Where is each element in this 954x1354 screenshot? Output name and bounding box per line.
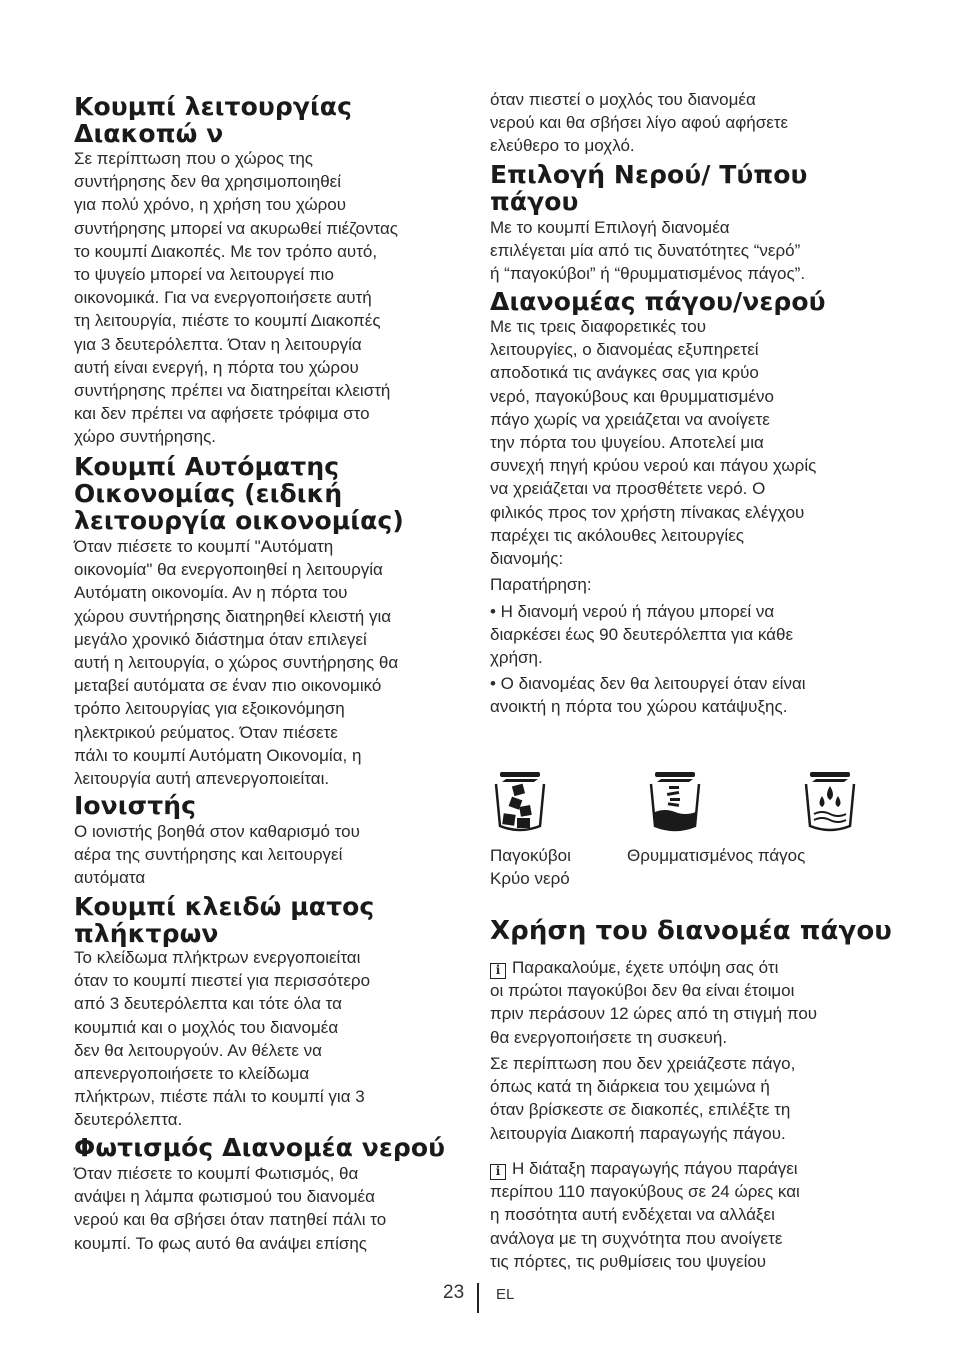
heading-ionizer: Ιονιστής xyxy=(74,791,197,820)
page-footer xyxy=(0,1282,954,1314)
bullet-dispense-duration: • Η διανομή νερού ή πάγου μπορεί να διαρκέσει έως 90 δευτερόλεπτα για κάθε χρήση. xyxy=(490,602,794,668)
ice-cubes-icon xyxy=(490,772,550,834)
language-code: EL xyxy=(496,1286,515,1303)
paragraph-dispenser-light: Όταν πιέσετε το κουμπί Φωτισμός, θα ανάψει η λάμπα φωτισμού του διανομέα νερού και θα σβήσει όταν πατηθεί πάλι το κουμπί. Το φως αυτό θα ανάψει επίσης xyxy=(74,1164,387,1253)
paragraph-dispenser-light-continued: όταν πιεστεί ο μοχλός του διανομέα νερού και θα σβήσει λίγο αφού αφήσετε ελεύθερο το μοχλό. xyxy=(490,90,789,156)
paragraph-ice-water-dispenser: Με τις τρεις διαφορετικές του λειτουργίες, ο διανομέας εξυπηρετεί αποδοτικά τις ανάγκες σας για κρύο νερό, παγοκύβους και θρυμματισμένο πάγο χωρίς να χρειάζεται να ανοίγετε την πόρτα του ψυγείου. Αποτελεί μια συνεχή πηγή κρύου νερού και πάγου χωρίς να χρειάζεται να προσθέτετε νερό. Ο φιλικός προς τον χρήστη πίνακας ελέγχου παρέχει τις ακόλουθες λειτουργίες διανομής: xyxy=(490,317,817,569)
dispenser-icons xyxy=(490,772,870,834)
paragraph-vacation-button: Σε περίπτωση που ο χώρος της συντήρησης δεν θα χρησιμοποιηθεί για πολύ χρόνο, η χρήση του χώρου συντήρησης μπορεί να ακυρωθεί πιέζοντας το κουμπί Διακοπές. Με τον τρόπο αυτό, το ψυγείο μπορεί να λειτουργεί πιο οικονομικά. Για να ενεργοποιήσετε αυτή τη λειτουργία, πιέστε το κουμπί Διακοπές για 3 δευτερόλεπτα. Όταν η λειτουργία αυτή είναι ενεργή, η πόρτα του χώρου συντήρησης πρέπει να διατηρείται κλειστή και δεν πρέπει να αφήσετε τρόφιμα στο χώρο συντήρησης. xyxy=(74,149,398,447)
heading-vacation-button: Κουμπί λειτουργίας Διακοπώ ν xyxy=(74,92,352,148)
crushed-ice-icon xyxy=(645,772,705,834)
info-note-ice-production: i Η διάταξη παραγωγής πάγου παράγει περίπου 110 παγοκύβους σε 24 ώρες και η ποσότητα αυτή ενδέχεται να αλλάξει ανάλογα με τη συχνότητα που ανοίγετε τις πόρτες, τις ρυθμίσεις του ψυγείου xyxy=(490,1159,800,1271)
footer-divider xyxy=(477,1283,479,1313)
heading-ice-water-dispenser: Διανομέας πάγου/νερού xyxy=(490,287,826,316)
paragraph-water-ice-selection: Με το κουμπί Επιλογή διανομέα επιλέγεται μία από τις δυνατότητες “νερό” ή “παγοκύβοι” ή “θρυμματισμένος πάγος”. xyxy=(490,218,806,284)
water-drops-icon xyxy=(800,772,860,834)
caption-ice-cubes-cold-water: Παγοκύβοι Κρύο νερό xyxy=(490,846,571,888)
page-number: 23 xyxy=(443,1282,465,1303)
heading-water-ice-selection: Επιλογή Νερού/ Τύπου πάγου xyxy=(490,160,808,216)
heading-dispenser-light: Φωτισμός Διανομέα νερού xyxy=(74,1133,446,1162)
info-note-first-ice: i Παρακαλούμε, έχετε υπόψη σας ότι οι πρώτοι παγοκύβοι δεν θα είναι έτοιμοι πριν περάσουν 12 ώρες από τη στιγμή που θα ενεργοποιήσετε τη συσκευή. xyxy=(490,958,818,1047)
heading-key-lock: Κουμπί κλειδώ ματος πλήκτρων xyxy=(74,892,375,948)
paragraph-auto-economy: Όταν πιέσετε το κουμπί "Αυτόματη οικονομία" θα ενεργοποιηθεί η λειτουργία Αυτόματη οικονομία. Αν η πόρτα του χώρου συντήρησης διατηρηθεί κλειστή για μεγάλο χρονικό διάστημα όταν επιλεγεί αυτή η λειτουργία, ο χώρος συντήρησης θα μεταβεί αυτόματα σε έναν πιο οικονομικό τρόπο λειτουργίας για εξοικονόμηση ηλεκτρικού ρεύματος. Όταν πιέσετε πάλι το κουμπί Αυτόματη Οικονομία, η λειτουργία αυτή απενεργοποιείται. xyxy=(74,537,399,789)
heading-auto-economy: Κουμπί Αυτόματης Οικονομίας (ειδική λειτουργία οικονομίας) xyxy=(74,452,404,535)
bullet-freezer-door-open: • Ο διανομέας δεν θα λειτουργεί όταν είναι ανοικτή η πόρτα του χώρου κατάψυξης. xyxy=(490,674,806,717)
heading-using-ice-dispenser: Χρήση του διανομέα πάγου xyxy=(490,916,892,946)
paragraph-key-lock: Το κλείδωμα πλήκτρων ενεργοποιείται όταν το κουμπί πιεστεί για περισσότερο από 3 δευτερόλεπτα και τότε όλα τα κουμπιά και ο μοχλός του διανομέα δεν θα λειτουργούν. Αν θέλετε να απενεργοποιήσετε το κλείδωμα πλήκτρων, πιέστε πάλι το κουμπί για 3 δευτερόλεπτα. xyxy=(74,948,371,1130)
paragraph-ionizer: Ο ιονιστής βοηθά στον καθαρισμό του αέρα της συντήρησης και λειτουργεί αυτόματα xyxy=(74,822,360,888)
note-label: Παρατήρηση: xyxy=(490,575,592,594)
caption-crushed-ice: Θρυμματισμένος πάγος xyxy=(627,846,806,865)
paragraph-stop-ice-production: Σε περίπτωση που δεν χρειάζεστε πάγο, όπως κατά τη διάρκεια του χειμώνα ή όταν βρίσκεστε σε διακοπές, επιλέξτε τη λειτουργία Διακοπή παραγωγής πάγου. xyxy=(490,1054,796,1143)
info-icon: i xyxy=(490,963,506,979)
info-icon: i xyxy=(490,1164,506,1180)
